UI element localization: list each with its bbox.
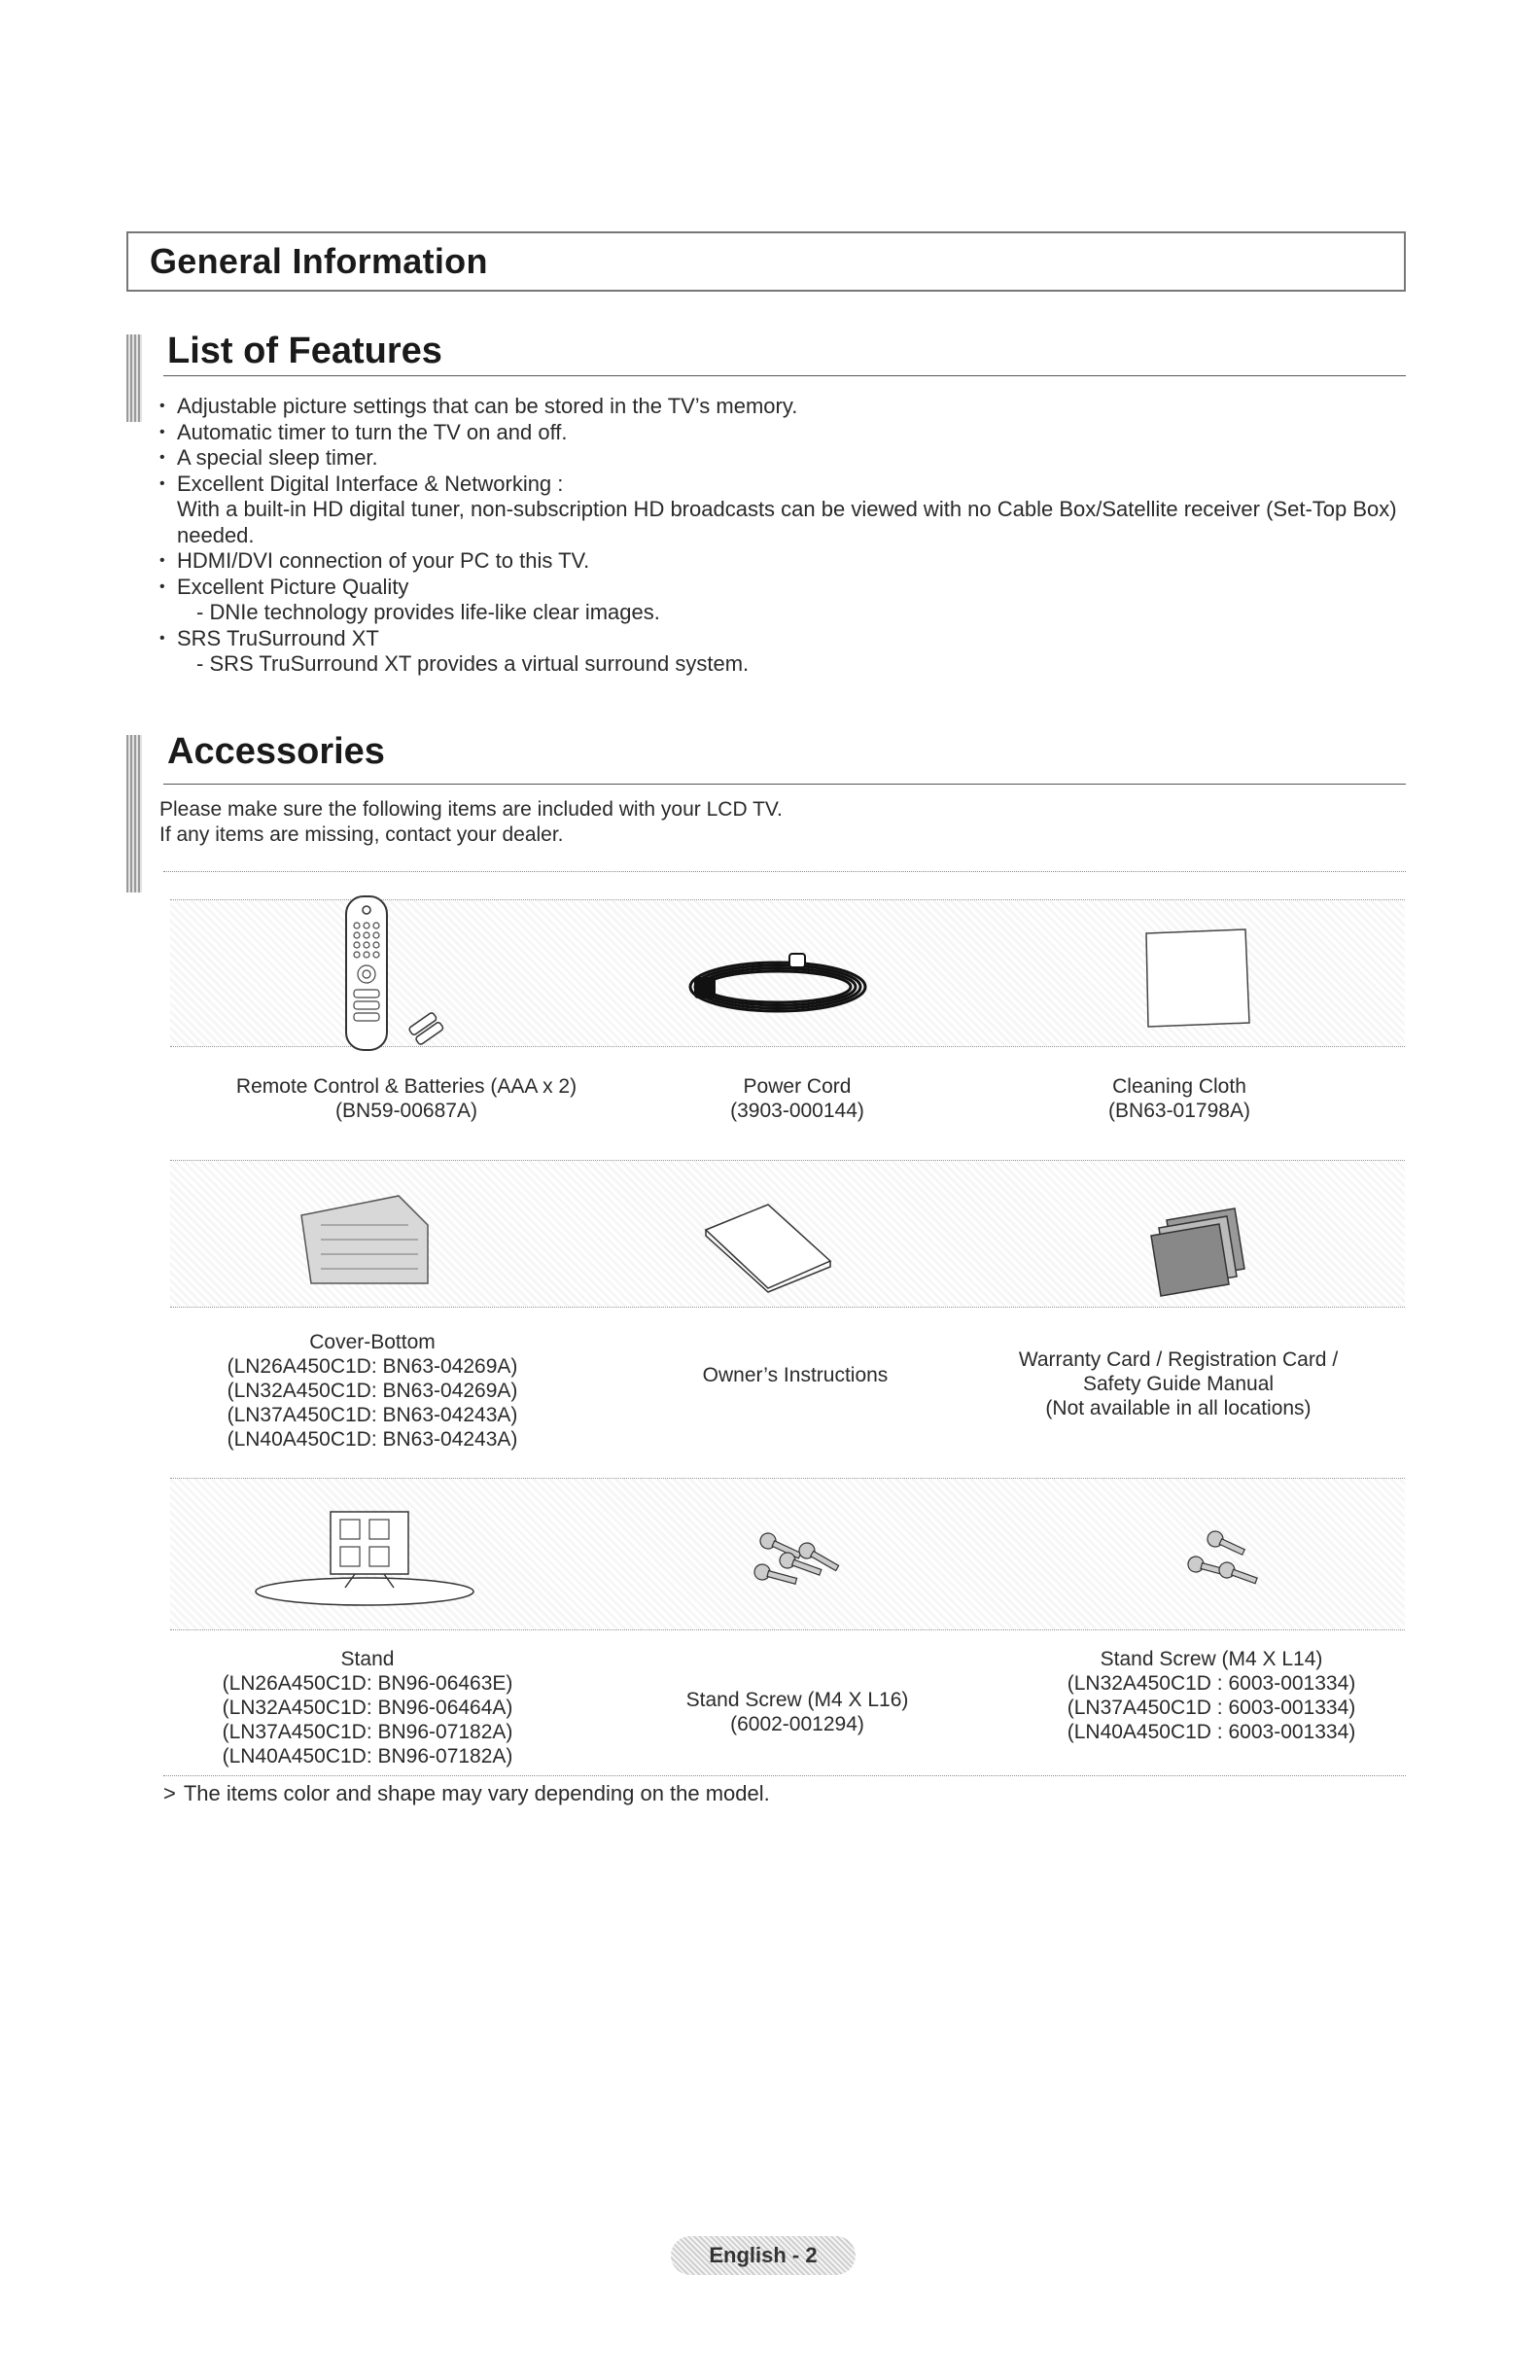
features-section-bar bbox=[126, 334, 142, 422]
cleaning-cloth-image bbox=[1142, 926, 1254, 1031]
warranty-card-image bbox=[1147, 1201, 1254, 1298]
note: > The items color and shape may vary depending on the model. bbox=[163, 1781, 770, 1805]
list-item: • SRS TruSurround XT - SRS TruSurround XT provides a virtual surround system. bbox=[159, 626, 1404, 678]
remote-control-image bbox=[340, 892, 467, 1058]
accessory-caption: Stand Screw (M4 X L14) (LN32A450C1D : 6003-001334) (LN37A450C1D : 6003-001334) (LN40A450C1D : 6003-001334) bbox=[1067, 1648, 1356, 1743]
divider bbox=[163, 1775, 1406, 1776]
accessories-intro: Please make sure the following items are included with your LCD TV. If any items are missing, contact your dealer. bbox=[159, 798, 783, 846]
note-arrow-icon: > bbox=[163, 1781, 176, 1805]
page-number-badge: English - 2 bbox=[671, 2236, 856, 2275]
list-item: • Automatic timer to turn the TV on and off. bbox=[159, 420, 1404, 446]
features-title-rule bbox=[163, 375, 1406, 376]
stand-screw-l16-image bbox=[749, 1522, 856, 1599]
accessory-caption: Power Cord (3903-000144) bbox=[730, 1075, 864, 1122]
accessory-caption: Warranty Card / Registration Card / Safety Guide Manual (Not available in all locations) bbox=[1018, 1348, 1339, 1419]
feature-sub: - SRS TruSurround XT provides a virtual surround system. bbox=[196, 651, 750, 676]
divider bbox=[163, 871, 1406, 872]
feature-sub: - DNIe technology provides life-like clear images. bbox=[196, 600, 660, 624]
stand-image bbox=[248, 1502, 481, 1609]
features-title: List of Features bbox=[167, 331, 442, 371]
stand-screw-l14-image bbox=[1176, 1522, 1283, 1599]
list-item: • Adjustable picture settings that can be stored in the TV’s memory. bbox=[159, 394, 1404, 420]
cover-bottom-image bbox=[292, 1186, 438, 1293]
accessories-title-rule bbox=[163, 784, 1406, 785]
power-cord-image bbox=[681, 948, 875, 1026]
chapter-header bbox=[126, 231, 1406, 292]
accessory-caption: Stand (LN26A450C1D: BN96-06463E) (LN32A450C1D: BN96-06464A) (LN37A450C1D: BN96-07182A) (LN40A450C1D: BN96-07182A) bbox=[222, 1648, 513, 1768]
chapter-title: General Information bbox=[150, 241, 488, 281]
list-item: • Excellent Digital Interface & Networking : With a built-in HD digital tuner, non-subscription HD broadcasts can be viewed with no Cable Box/Satellite receiver (Set-Top Box) needed. bbox=[159, 472, 1404, 549]
accessories-title: Accessories bbox=[167, 731, 385, 772]
accessory-caption: Owner’s Instructions bbox=[702, 1364, 889, 1386]
owners-instructions-image bbox=[700, 1201, 836, 1293]
accessory-caption: Cleaning Cloth (BN63-01798A) bbox=[1108, 1075, 1250, 1122]
list-item: • Excellent Picture Quality - DNIe technology provides life-like clear images. bbox=[159, 575, 1404, 626]
accessory-caption: Cover-Bottom (LN26A450C1D: BN63-04269A) (LN32A450C1D: BN63-04269A) (LN37A450C1D: BN63-04243A) (LN40A450C1D: BN63-04243A) bbox=[227, 1331, 518, 1451]
feature-detail: With a built-in HD digital tuner, non-subscription HD broadcasts can be viewed with no Cable Box/Satellite receiver (Set-Top Box) needed. bbox=[177, 497, 1397, 547]
features-list bbox=[159, 394, 1404, 678]
list-item: • A special sleep timer. bbox=[159, 445, 1404, 472]
accessory-caption: Remote Control & Batteries (AAA x 2) (BN59-00687A) bbox=[235, 1075, 578, 1122]
accessories-section-bar bbox=[126, 735, 142, 892]
accessory-caption: Stand Screw (M4 X L16) (6002-001294) bbox=[685, 1689, 909, 1735]
list-item: • HDMI/DVI connection of your PC to this TV. bbox=[159, 548, 1404, 575]
